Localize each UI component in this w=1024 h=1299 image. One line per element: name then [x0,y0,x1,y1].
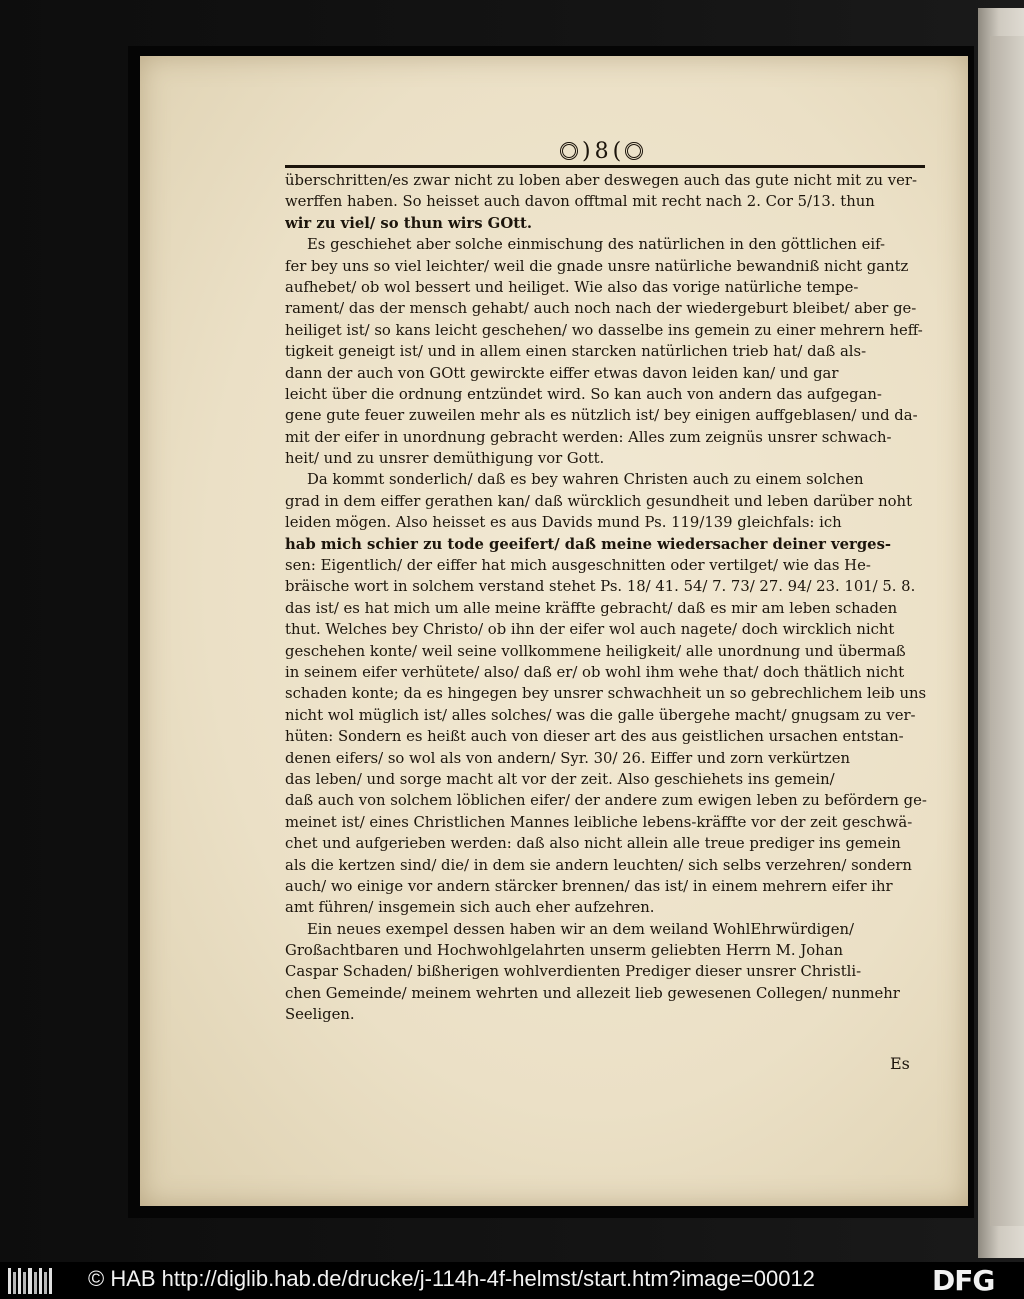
text-line-content: fer bey uns so viel leichter/ weil die gnade unsre natürliche bewandniß nicht gantz [285,257,909,275]
text-line-content: in seinem eifer verhütete/ also/ daß er/ ob wohl ihm wehe that/ doch thätlich nicht [285,663,905,681]
text-line-content: aufhebet/ ob wol bessert und heiliget. Wie also das vorige natürliche tempe- [285,278,859,296]
text-line-content: leiden mögen. Also heisset es aus Davids mund Ps. 119/139 gleichfals: ich [285,514,842,532]
text-line-content: Großachtbaren und Hochwohlgelahrten unserm geliebten Herrn M. Johan [285,942,844,960]
text-line [285,512,927,533]
text-line [285,983,927,1004]
text-line-content: sen: Eigentlich/ der eiffer hat mich ausgeschnitten oder vertilget/ wie das He- [285,557,871,575]
text-line [285,213,927,234]
text-line-content: Es geschiehet aber solche einmischung des natürlichen in den göttlichen eif- [307,236,886,254]
text-line-content: Ein neues exempel dessen haben wir an dem weiland WohlEhrwürdigen/ [307,920,855,938]
text-line [285,748,927,769]
text-line-content: Caspar Schaden/ bißherigen wohlverdienten Prediger dieser unsrer Christli- [285,963,862,981]
text-line [285,790,927,811]
text-line [285,170,927,191]
header-rule [285,165,925,168]
ornament-left-icon [560,142,578,160]
text-line [285,384,927,405]
adjacent-page-inner [990,36,1024,1226]
catchword: Es [890,1054,910,1073]
text-line [285,298,927,319]
text-line-content: hüten: Sondern es heißt auch von dieser art des aus geistlichen ursachen entstan- [285,728,904,746]
text-line-content: als die kertzen sind/ die/ in dem sie andern leuchten/ sich selbs verzehren/ sondern [285,856,912,874]
text-line-content: rament/ das der mensch gehabt/ auch noch nach der wiedergeburt bleibet/ aber ge- [285,300,917,318]
page-number: 8 [594,138,609,164]
text-line-content: mit der eifer in unordnung gebracht werden: Alles zum zeignüs unsrer schwach- [285,428,892,446]
text-line-content: denen eifers/ so wol als von andern/ Syr. 30/ 26. Eiffer und zorn verkürtzen [285,749,850,767]
text-line-content: chet und aufgerieben werden: daß also nicht allein alle treue prediger ins gemein [285,835,901,853]
text-line-content: geschehen konte/ weil seine vollkommene heiligkeit/ alle unordnung und übermaß [285,642,906,660]
text-line-content: grad in dem eiffer gerathen kan/ daß würcklich gesundheit und leben darüber noht [285,492,913,510]
page-header [560,136,720,166]
text-line [285,341,927,362]
text-line [285,234,927,255]
hab-logo-icon [8,1268,52,1294]
text-line [285,705,927,726]
text-line-content: chen Gemeinde/ meinem wehrten und allezeit lieb gewesenen Collegen/ nunmehr [285,984,900,1002]
text-line [285,277,927,298]
page-number-bracket-right: ( [612,138,622,164]
text-line [285,427,927,448]
text-line-content: gene gute feuer zuweilen mehr als es nützlich ist/ bey einigen auffgeblasen/ und da- [285,407,918,425]
dfg-logo: DFG [932,1264,995,1297]
text-line [285,662,927,683]
text-line [285,876,927,897]
text-line [285,812,927,833]
text-line-content: heit/ und zu unsrer demüthigung vor Gott. [285,450,605,468]
text-line [285,619,927,640]
text-line-content: schaden konte; da es hingegen bey unsrer schwachheit un so gebrechlichem leib uns [285,685,927,703]
text-line-content: das leben/ und sorge macht alt vor der zeit. Also geschiehets ins gemein/ [285,770,835,788]
text-line-content: Seeligen. [285,1006,355,1024]
text-line [285,726,927,747]
ornament-right-icon [625,142,643,160]
text-line-content: dann der auch von GOtt gewirckte eiffer etwas davon leiden kan/ und gar [285,364,839,382]
text-line-content: amt führen/ insgemein sich auch eher aufzehren. [285,899,655,917]
text-line [285,919,927,940]
text-line [285,1004,927,1025]
text-line-content: Da kommt sonderlich/ daß es bey wahren Christen auch zu einem solchen [307,471,864,489]
text-line-content: das ist/ es hat mich um alle meine kräffte gebracht/ daß es mir am leben schaden [285,599,898,617]
text-line-content: daß auch von solchem löblichen eifer/ der andere zum ewigen leben zu befördern ge- [285,792,927,810]
text-line [285,555,927,576]
text-line-content: nicht wol müglich ist/ alles solches/ was die galle übergehe macht/ gnugsam zu ver- [285,706,916,724]
text-line-content: heiliget ist/ so kans leicht geschehen/ wo dasselbe ins gemein zu einer mehrern heff- [285,321,923,339]
body-text [285,170,927,1026]
footer-bar [0,1262,1024,1299]
text-line [285,191,927,212]
text-line-content: thut. Welches bey Christo/ ob ihn der eifer wol auch nagete/ doch wircklich nicht [285,621,895,639]
text-line [285,598,927,619]
text-line-content: auch/ wo einige vor andern stärcker brennen/ das ist/ in einem mehrern eifer ihr [285,877,893,895]
text-line [285,320,927,341]
text-line [285,256,927,277]
text-line-content: wir zu viel/ so thun wirs GOtt. [285,214,533,232]
text-line-content: werffen haben. So heisset auch davon offtmal mit recht nach 2. Cor 5/13. thun [285,193,875,211]
text-line [285,683,927,704]
text-line [285,405,927,426]
text-line-content: meinet ist/ eines Christlichen Mannes leibliche lebens-kräffte vor der zeit geschwä- [285,813,913,831]
text-line [285,534,927,555]
text-line-content: bräische wort in solchem verstand stehet Ps. 18/ 41. 54/ 7. 73/ 27. 94/ 23. 101/ 5. 8. [285,578,916,596]
text-line [285,940,927,961]
copyright-url[interactable]: © HAB http://diglib.hab.de/drucke/j-114h-4f-helmst/start.htm?image=00012 [88,1266,815,1291]
text-line-content: tigkeit geneigt ist/ und in allem einen starcken natürlichen trieb hat/ daß als- [285,343,867,361]
text-line [285,855,927,876]
text-line [285,448,927,469]
text-line [285,897,927,918]
text-line-content: hab mich schier zu tode geeifert/ daß meine wiedersacher deiner verges- [285,535,892,553]
page-number-bracket-left: ) [582,138,591,164]
text-line [285,469,927,490]
text-line-content: leicht über die ordnung entzündet wird. So kan auch von andern das aufgegan- [285,385,882,403]
text-line [285,961,927,982]
text-line [285,641,927,662]
text-line [285,491,927,512]
text-line [285,833,927,854]
text-line [285,363,927,384]
text-line [285,769,927,790]
text-line-content: überschritten/es zwar nicht zu loben aber deswegen auch das gute nicht mit zu ver- [285,172,917,189]
text-line [285,576,927,597]
